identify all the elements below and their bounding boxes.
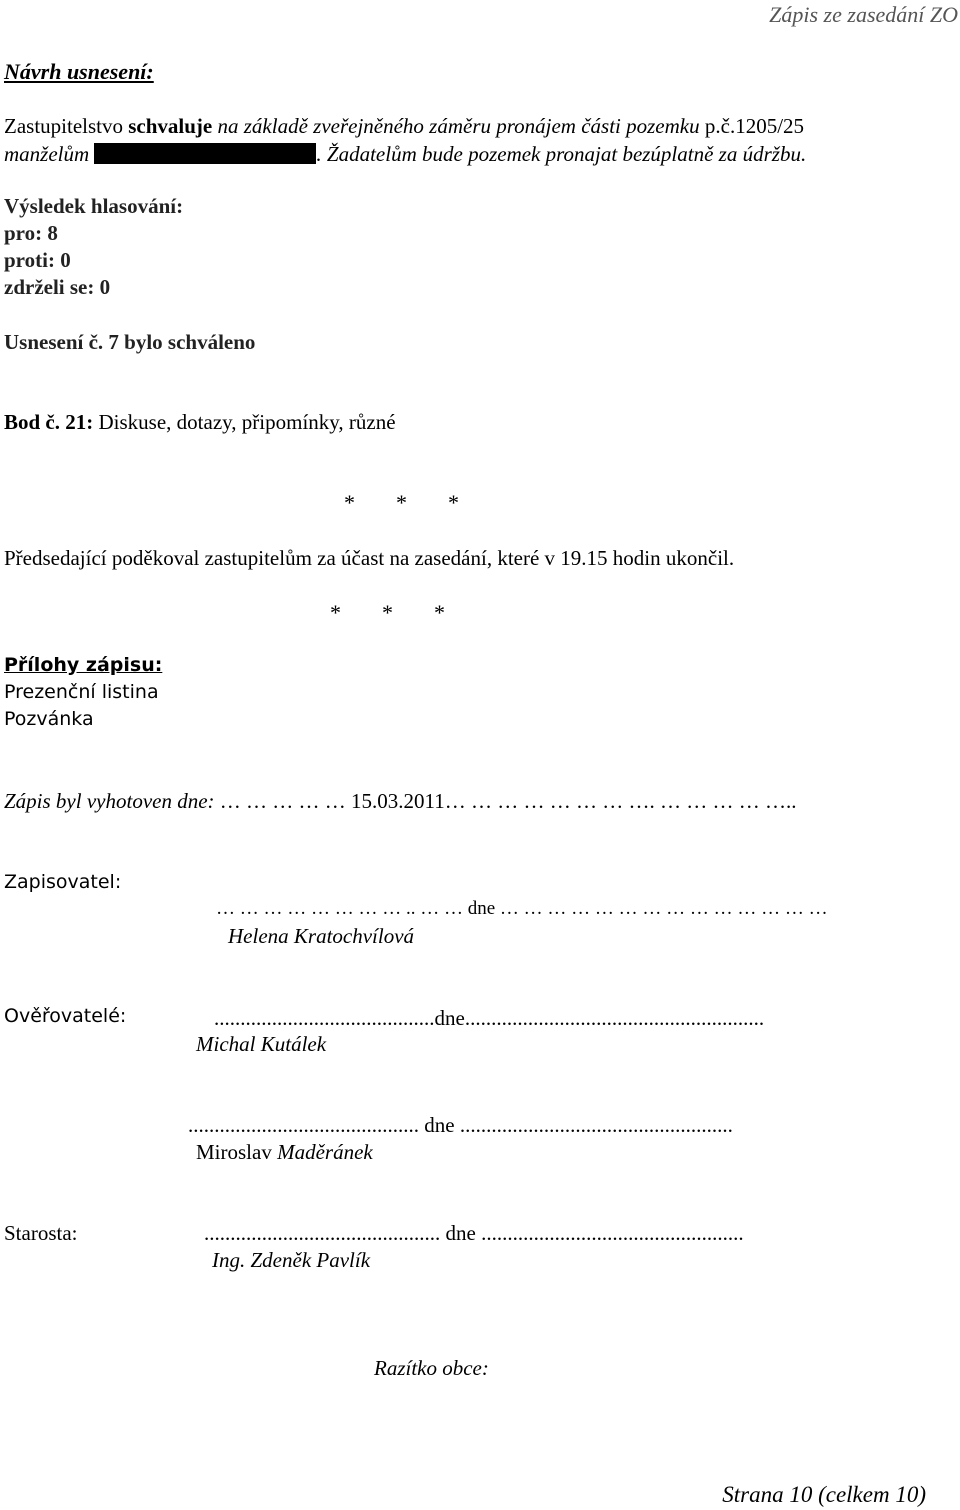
page-footer: Strana 10 (celkem 10) xyxy=(722,1482,926,1507)
proposal-condition: . Žadatelům bude pozemek pronajat bezúplatně za údržbu. xyxy=(316,142,807,166)
proposal-line-1 xyxy=(4,116,804,137)
agenda-item-label: Bod č. 21: xyxy=(4,410,94,434)
mayor-name: Ing. Zdeněk Pavlík xyxy=(212,1248,371,1272)
separator-2 xyxy=(330,602,486,624)
prepared-date-line xyxy=(4,791,797,812)
vote-against: proti: 0 xyxy=(4,248,71,272)
mayor-signature-line: ............................................. dne .................................................. xyxy=(204,1221,744,1245)
attachment-item: Pozvánka xyxy=(4,708,94,730)
separator-star: * xyxy=(448,490,459,515)
proposal-line-2 xyxy=(4,143,806,165)
redaction-bar xyxy=(94,143,316,164)
recorder-name: Helena Kratochvílová xyxy=(228,924,415,948)
verifier-2-first-name: Miroslav xyxy=(196,1140,272,1164)
verifier-2-signature-line: ............................................ dne .................................................... xyxy=(188,1113,733,1137)
separator-star: * xyxy=(344,490,355,515)
vote-abstained: zdrželi se: 0 xyxy=(4,275,111,299)
separator-star: * xyxy=(396,490,407,515)
dotted-line: … … … … … xyxy=(219,789,352,813)
mayor-role: Starosta: xyxy=(4,1221,78,1245)
verifier-1-name: Michal Kutálek xyxy=(196,1032,327,1056)
verifiers-role: Ověřovatelé: xyxy=(4,1005,127,1027)
vote-for: pro: 8 xyxy=(4,221,58,245)
closing-statement: Předsedající poděkoval zastupitelům za účast na zasedání, které v 19.15 hodin ukončil. xyxy=(4,546,735,570)
verifier-1-signature-line: ..........................................dne......................................................... xyxy=(214,1006,765,1030)
separator-star: * xyxy=(434,600,445,625)
separator-star: * xyxy=(330,600,341,625)
recorder-signature-line: … … … … … … … … .. … … dne … … … … … … … … … … … … … … xyxy=(216,898,828,919)
agenda-item xyxy=(4,412,396,433)
proposal-verb: schvaluje xyxy=(128,114,213,138)
proposal-recipients: manželům xyxy=(4,142,95,166)
recorder-role: Zapisovatel: xyxy=(4,871,122,893)
agenda-item-text: Diskuse, dotazy, připomínky, různé xyxy=(93,410,396,434)
attachments-heading: Přílohy zápisu: xyxy=(4,654,163,676)
document-header: Zápis ze zasedání ZO xyxy=(769,2,958,27)
verifier-2-last-name: Maděránek xyxy=(271,1140,373,1164)
dotted-line: … … … … … … … …. … … … … ….. xyxy=(444,789,797,813)
prepared-date: 15.03.2011 xyxy=(351,789,445,813)
verifier-2-name xyxy=(196,1142,373,1163)
separator-1 xyxy=(344,492,500,514)
prepared-label: Zápis byl vyhotoven dne: xyxy=(4,789,220,813)
separator-star: * xyxy=(382,600,393,625)
stamp-label: Razítko obce: xyxy=(374,1356,489,1380)
proposal-subject: Zastupitelstvo xyxy=(4,114,129,138)
proposal-heading: Návrh usnesení: xyxy=(4,59,154,84)
vote-title: Výsledek hlasování: xyxy=(4,194,184,218)
parcel-number: p.č.1205/25 xyxy=(704,114,805,138)
proposal-text: na základě zveřejněného záměru pronájem části pozemku xyxy=(212,114,705,138)
resolution-result: Usnesení č. 7 bylo schváleno xyxy=(4,330,256,354)
attachment-item: Prezenční listina xyxy=(4,681,159,703)
